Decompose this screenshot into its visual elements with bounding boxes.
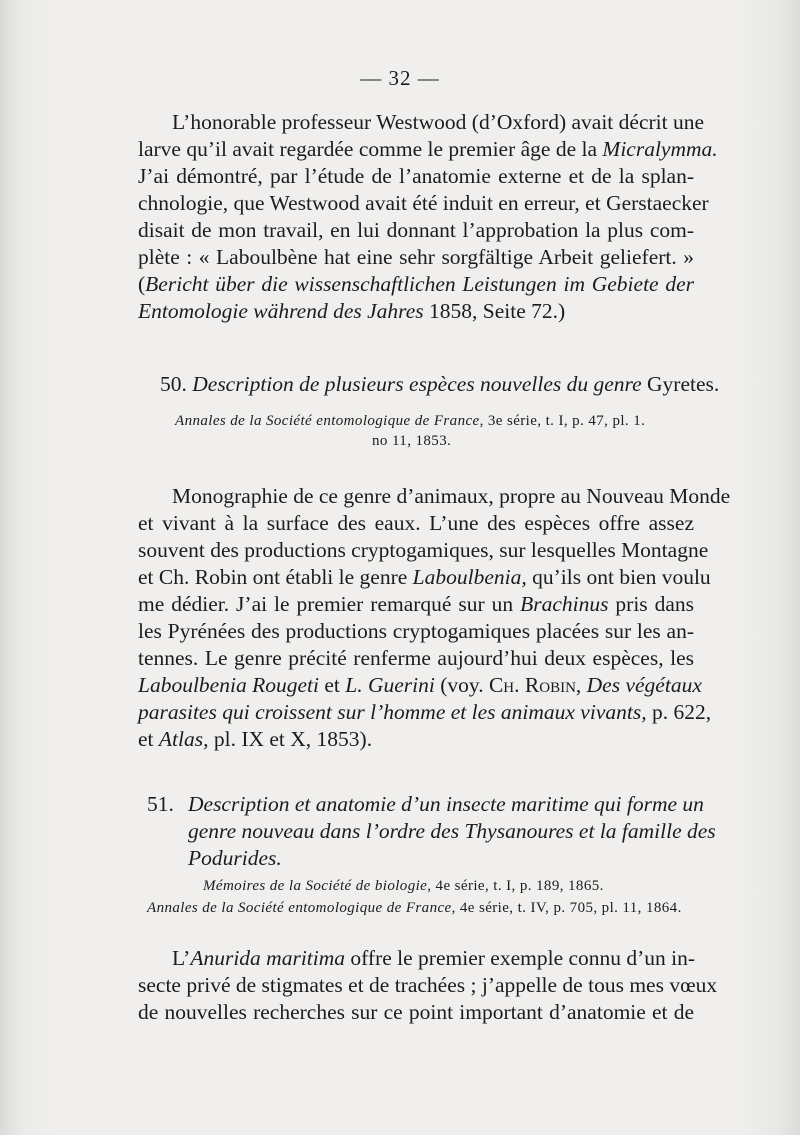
text-line: genre nouveau dans l’ordre des Thysanoures et la famille des xyxy=(188,819,716,843)
text-line: Entomologie während des Jahres 1858, Seite 72.) xyxy=(138,299,566,323)
text-line: et Ch. Robin ont établi le genre Laboulbenia, qu’ils ont bien voulu xyxy=(138,565,711,589)
text-line: tennes. Le genre précité renferme aujourd’hui deux espèces, les xyxy=(138,646,694,670)
text-line: chnologie, que Westwood avait été induit en erreur, et Gerstaecker xyxy=(138,191,709,215)
text-line: de nouvelles recherches sur ce point important d’anatomie et de xyxy=(138,1000,694,1024)
entry-50-issue: no 11, 1853. xyxy=(372,433,452,449)
text-line: secte privé de stigmates et de trachées ; j’appelle de tous mes vœux xyxy=(138,973,718,997)
text-line: Podurides. xyxy=(188,846,282,870)
text-line: Description et anatomie d’un insecte maritime qui forme un xyxy=(188,792,704,816)
text-line: les Pyrénées des productions cryptogamiques placées sur les an- xyxy=(138,619,694,643)
text-line: L’honorable professeur Westwood (d’Oxford) avait décrit une xyxy=(172,110,705,134)
page-number: — 32 — xyxy=(360,66,440,90)
entry-51-reference-1: Mémoires de la Société de biologie, 4e série, t. I, p. 189, 1865. xyxy=(203,878,604,894)
text-line: disait de mon travail, en lui donnant l’approbation la plus com- xyxy=(138,218,694,242)
text-line: L’Anurida maritima offre le premier exemple connu d’un in- xyxy=(172,946,696,970)
text-line: souvent des productions cryptogamiques, sur lesquelles Montagne xyxy=(138,538,709,562)
text-line: plète : « Laboulbène hat eine sehr sorgfältige Arbeit geliefert. » xyxy=(138,245,694,269)
entry-51-title: 51. xyxy=(147,792,174,816)
text-line: parasites qui croissent sur l’homme et les animaux vivants, p. 622, xyxy=(138,700,712,724)
entry-50-title: 50. Description de plusieurs espèces nouvelles du genre Gyretes. xyxy=(160,372,720,396)
text-line: et Atlas, pl. IX et X, 1853). xyxy=(138,727,373,751)
text-line: et vivant à la surface des eaux. L’une des espèces offre assez xyxy=(138,511,694,535)
entry-50-reference: Annales de la Société entomologique de France, 3e série, t. I, p. 47, pl. 1. xyxy=(175,413,646,429)
text-line: me dédier. J’ai le premier remarqué sur un Brachinus pris dans xyxy=(138,592,695,616)
text-line: (Bericht über die wissenschaftlichen Leistungen im Gebiete der xyxy=(138,272,694,296)
text-line: Monographie de ce genre d’animaux, propre au Nouveau Monde xyxy=(172,484,731,508)
entry-51-reference-2: Annales de la Société entomologique de France, 4e série, t. IV, p. 705, pl. 11, 1864. xyxy=(147,900,682,916)
text-line: Laboulbenia Rougeti et L. Guerini (voy. Ch. Robin, Des végétaux xyxy=(138,673,702,697)
text-line: J’ai démontré, par l’étude de l’anatomie externe et de la splan- xyxy=(138,164,694,188)
text-line: larve qu’il avait regardée comme le premier âge de la Micralymma. xyxy=(138,137,718,161)
